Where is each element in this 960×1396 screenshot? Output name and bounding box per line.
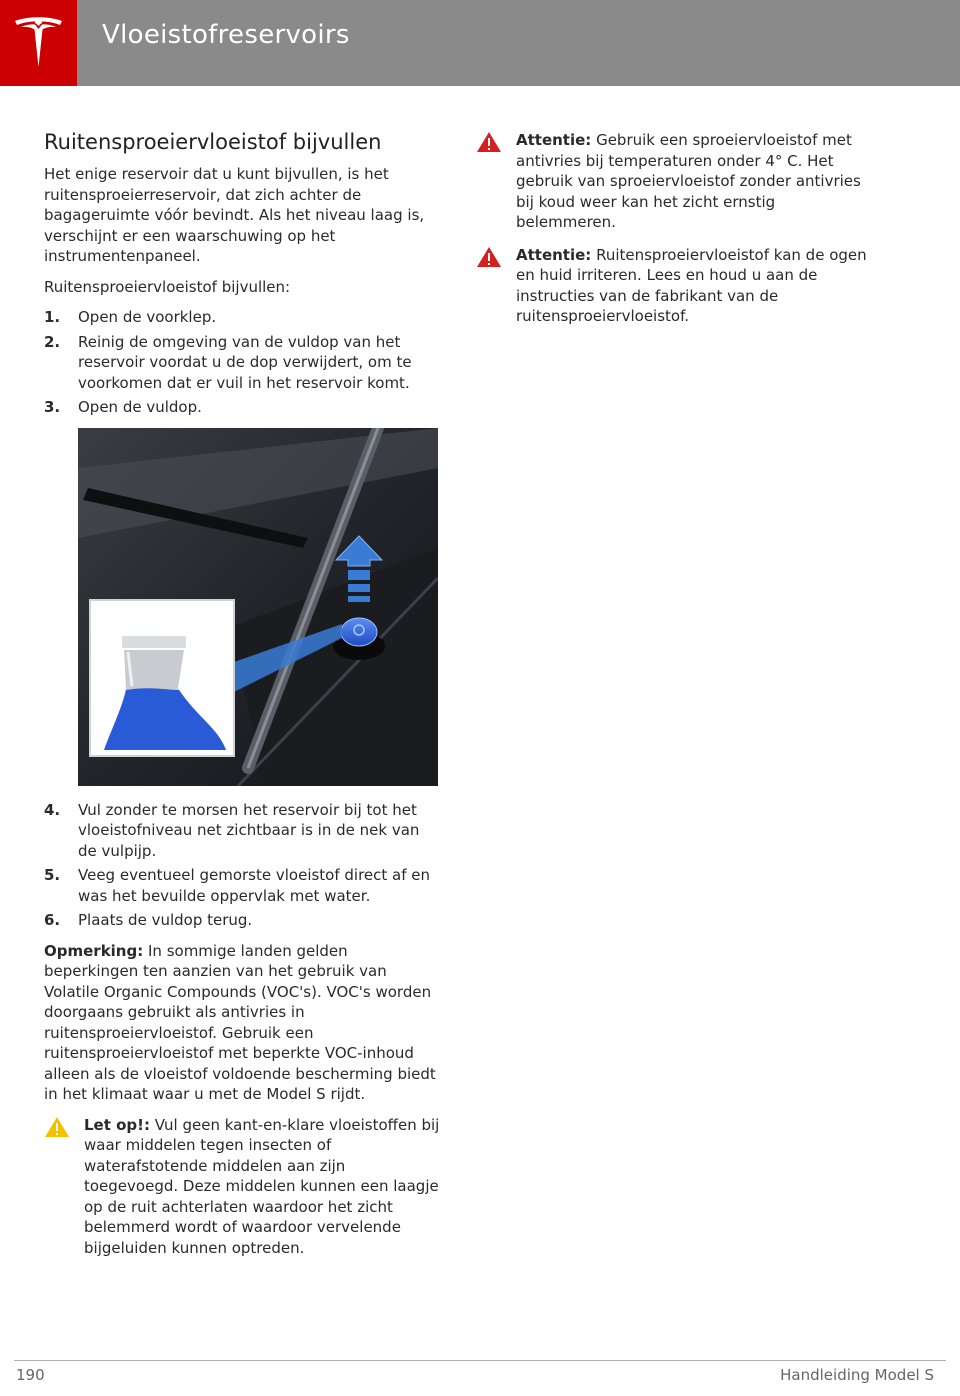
steps-list-b [44,800,440,931]
step-item [44,800,440,862]
caution-label: Let op!: [84,1115,151,1134]
warning-triangle-icon [476,246,502,268]
page-number: 190 [16,1366,45,1384]
steps-list-a [44,307,440,418]
warning-label: Attentie: [516,245,592,264]
tesla-logo [0,0,77,86]
step-item [44,865,440,906]
step-item [44,397,440,418]
note-label: Opmerking: [44,941,144,960]
step-text: Reinig de omgeving van de vuldop van het reservoir voordat u de dop verwijdert, om te voorkomen dat er vuil in het reservoir komt. [78,332,412,392]
footer-title: Handleiding Model S [780,1366,934,1384]
note-text: In sommige landen gelden beperkingen ten aanzien van het gebruik van Volatile Organic Compounds (VOC's). VOC's worden doorgaans gebruikt als antivries in ruitensproeiervloeistof. Gebruik een ruitensproeiervloeistof met beperkte VOC-inhoud alleen als de vloeistof voldoende bescherming biedt in het klimaat waar u met de Model S rijdt. [44,941,436,1103]
footer-divider [14,1360,946,1361]
left-column [44,130,440,1270]
step-number: 6. [44,911,61,929]
section-heading: Ruitensproeiervloeistof bijvullen [44,130,382,154]
warning-triangle-icon [476,131,502,153]
step-text: Veeg eventueel gemorste vloeistof direct af en was het bevuilde oppervlak met water. [78,866,431,905]
warning-label: Attentie: [516,131,592,149]
caution-text: Vul geen kant-en-klare vloeistoffen bij waar middelen tegen insecten of waterafstotende middelen aan zijn toegevoegd. Deze middelen kunnen een laagje op de ruit achterlaten waardoor het zicht belemmerd wordt of waardoor vervelende bijgeluiden kunnen optreden. [84,1115,440,1257]
step-number: 4. [44,800,61,819]
warning-note-1 [476,130,876,233]
step-text: Plaats de vuldop terug. [78,911,253,929]
step-number: 3. [44,398,61,416]
right-column [476,130,876,339]
step-item [44,910,440,931]
step-number: 1. [44,308,61,326]
note-paragraph [44,941,440,1105]
step-text: Open de vuldop. [78,398,202,416]
step-item [44,307,440,328]
caution-note [44,1115,440,1259]
steps-lead: Ruitensproeiervloeistof bijvullen: [44,277,291,296]
caution-triangle-icon [44,1116,70,1138]
step-text: Open de voorklep. [78,308,217,326]
page-title: Vloeistofreservoirs [102,20,350,50]
step-number: 2. [44,332,61,351]
warning-note-2 [476,245,876,327]
step-item [44,332,440,394]
step-text: Vul zonder te morsen het reservoir bij tot het vloeistofniveau net zichtbaar is in de nek van de vulpijp. [78,800,420,860]
warning-text: Ruitensproeiervloeistof kan de ogen en huid irriteren. Lees en houd u aan de instructies van de fabrikant van de ruitensproeiervloeistof. [516,245,867,325]
washer-reservoir-illustration [78,428,438,786]
warning-text: Gebruik een sproeiervloeistof met antivries bij temperaturen onder 4° C. Het gebruik van sproeiervloeistof zonder antivries bij koud weer kan het zicht ernstig belemmeren. [516,131,861,231]
tesla-t-icon [13,15,64,71]
intro-paragraph: Het enige reservoir dat u kunt bijvullen, is het ruitensproeierreservoir, dat zich achter de bagageruimte vóór bevindt. Als het niveau laag is, verschijnt er een waarschuwing op het instrumentenpaneel. [44,165,425,265]
step-number: 5. [44,866,61,884]
page-header [0,0,960,86]
